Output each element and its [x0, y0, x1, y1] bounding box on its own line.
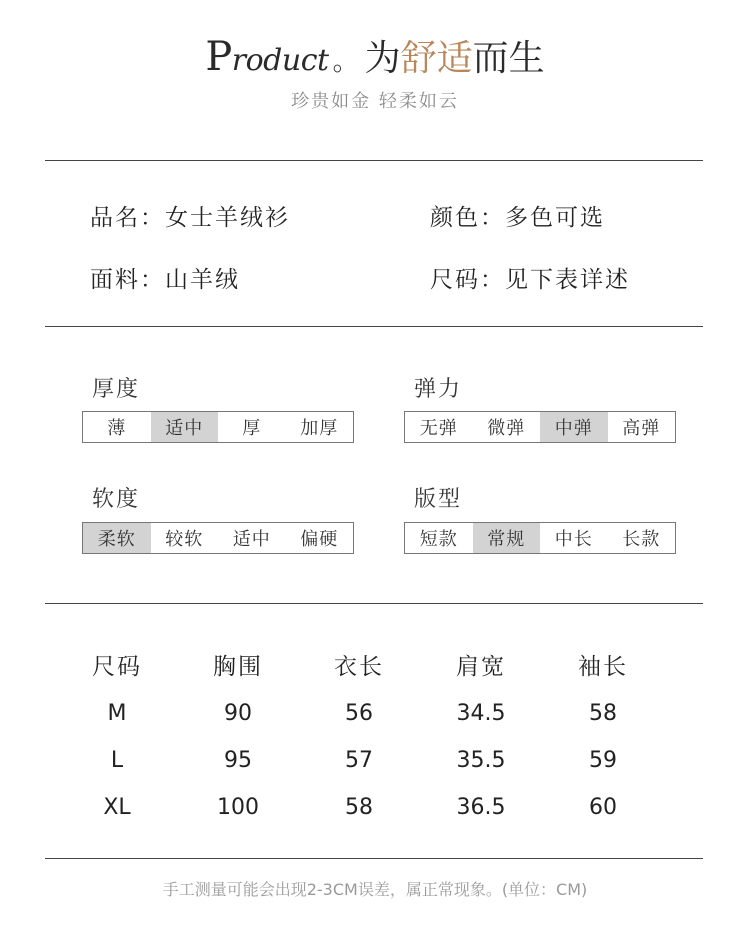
- page-title: [0, 30, 750, 80]
- table-header: 胸围: [213, 654, 263, 680]
- attr-title-elasticity: 弹力: [414, 377, 463, 402]
- thickness-option[interactable]: 厚: [242, 418, 262, 439]
- table-header: 袖长: [578, 654, 628, 680]
- slogan: 为舒适而生: [364, 38, 545, 79]
- fit-option[interactable]: 中长: [554, 529, 593, 550]
- elasticity-option[interactable]: 高弹: [622, 418, 661, 439]
- thickness-option[interactable]: 适中: [151, 412, 219, 442]
- title-separator: 。: [332, 47, 359, 77]
- thickness-option[interactable]: 加厚: [300, 418, 339, 439]
- info-product-name: 品名：女士羊绒衫: [90, 205, 290, 231]
- info-fabric: 面料：山羊绒: [90, 267, 240, 293]
- divider: [45, 603, 703, 604]
- table-cell: 35.5: [456, 748, 506, 773]
- elasticity-option[interactable]: 中弹: [540, 412, 608, 442]
- table-cell: 56: [345, 701, 373, 726]
- elasticity-selector: [404, 411, 676, 443]
- fit-option[interactable]: 长款: [622, 529, 661, 550]
- softness-option[interactable]: 柔软: [83, 523, 151, 553]
- fit-option[interactable]: 短款: [419, 529, 458, 550]
- table-cell: 59: [589, 748, 617, 773]
- elasticity-option[interactable]: 无弹: [419, 418, 458, 439]
- softness-option[interactable]: 较软: [165, 529, 204, 550]
- thickness-selector: [82, 411, 354, 443]
- fit-option[interactable]: 常规: [473, 523, 541, 553]
- table-cell: M: [107, 701, 127, 726]
- table-header: 尺码: [92, 654, 142, 680]
- divider: [45, 160, 703, 161]
- divider: [45, 858, 703, 859]
- info-size: 尺码：见下表详述: [430, 267, 630, 293]
- attr-title-softness: 软度: [92, 487, 141, 512]
- table-cell: 36.5: [456, 795, 506, 820]
- table-cell: 57: [345, 748, 373, 773]
- table-header: 肩宽: [456, 654, 506, 680]
- table-cell: 100: [217, 795, 259, 820]
- info-color: 颜色：多色可选: [430, 205, 605, 231]
- brand-wordmark: Product: [205, 34, 329, 80]
- divider: [45, 326, 703, 327]
- table-cell: 95: [224, 748, 252, 773]
- softness-option[interactable]: 偏硬: [300, 529, 339, 550]
- table-header: 衣长: [334, 654, 384, 680]
- elasticity-option[interactable]: 微弹: [487, 418, 526, 439]
- table-cell: 58: [345, 795, 373, 820]
- softness-option[interactable]: 适中: [232, 529, 271, 550]
- softness-selector: [82, 522, 354, 554]
- table-cell: 34.5: [456, 701, 506, 726]
- table-cell: 60: [589, 795, 617, 820]
- table-cell: 58: [589, 701, 617, 726]
- thickness-option[interactable]: 薄: [107, 418, 127, 439]
- fit-selector: [404, 522, 676, 554]
- subtitle: 珍贵如金 轻柔如云: [291, 91, 459, 112]
- table-cell: L: [110, 748, 124, 773]
- measurement-footnote: 手工测量可能会出现2-3CM误差，属正常现象。(单位：CM): [162, 880, 588, 899]
- attr-title-fit: 版型: [414, 487, 463, 512]
- table-cell: 90: [224, 701, 252, 726]
- table-cell: XL: [103, 795, 131, 820]
- attr-title-thickness: 厚度: [92, 377, 141, 402]
